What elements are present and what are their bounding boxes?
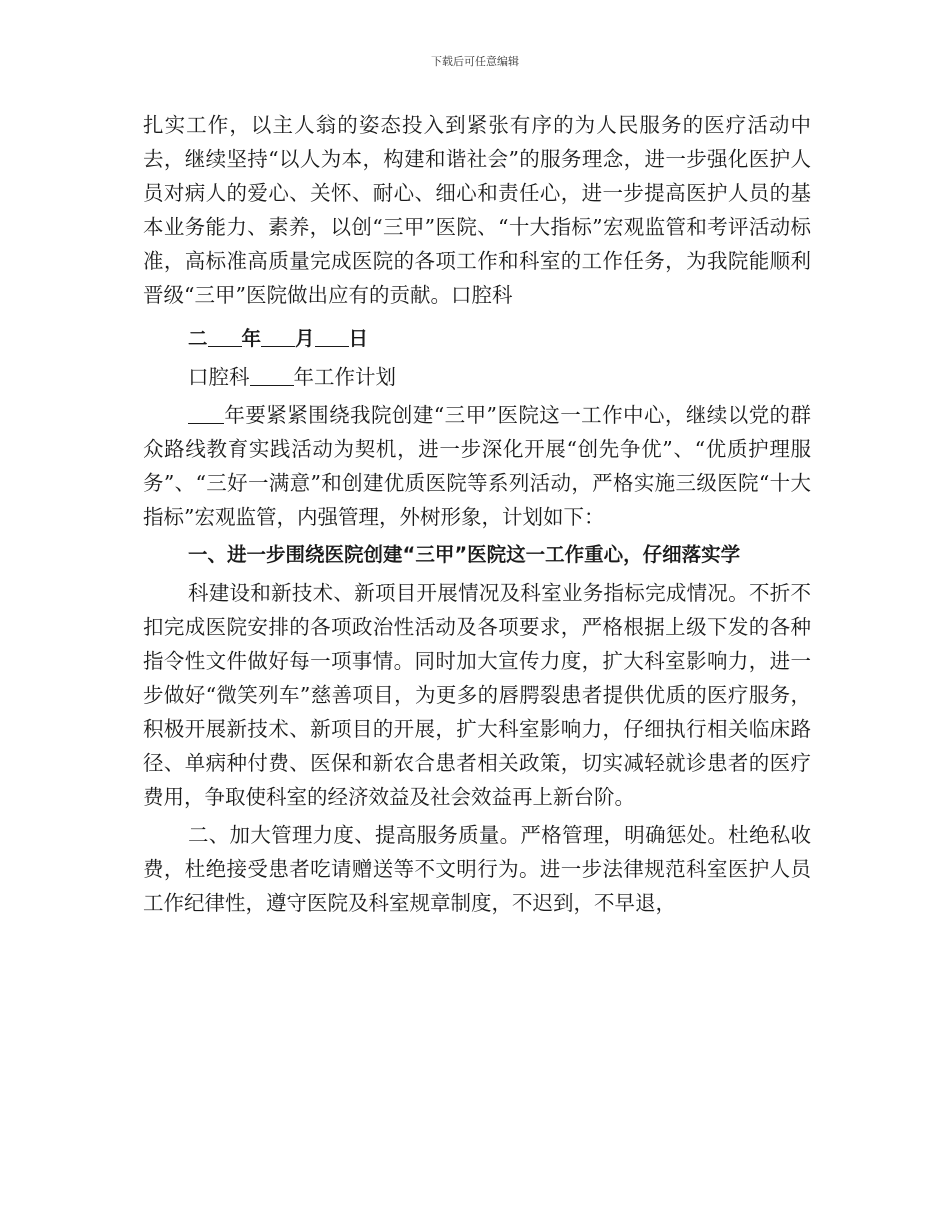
- date-line: [143, 322, 811, 356]
- section1-body: 科建设和新技术、新项目开展情况及科室业务指标完成情况。不折不扣完成医院安排的各项政治性活动及各项要求，严格根据上级下发的各种指令性文件做好每一项事情。同时加大宣传力度，扩大科室影响力，进一步做好“微笑列车”慈善项目，为更多的唇腭裂患者提供优质的医疗服务，积极开展新技术、新项目的开展，扩大科室影响力，仔细执行相关临床路径、单病种付费、医保和新农合患者相关政策，切实减轻就诊患者的医疗费用，争取使科室的经济效益及社会效益再上新台阶。: [143, 581, 811, 809]
- section1-heading: 一、进一步围绕医院创建“三甲”医院这一工作重心，仔细落实学: [188, 543, 741, 566]
- continued-paragraph: 扎实工作，以主人翁的姿态投入到紧张有序的为人民服务的医疗活动中去，继续坚持“以人为本，构建和谐社会”的服务理念，进一步强化医护人员对病人的爱心、关怀、耐心、细心和责任心，进一步提高医护人员的基本业务能力、素养，以创“三甲”医院、“十大指标”宏观监管和考评活动标准，高标准高质量完成医院的各项工作和科室的工作任务，为我院能顺利晋级“三甲”医院做出应有的贡献。口腔科: [143, 113, 811, 307]
- intro-paragraph: [143, 398, 811, 534]
- intro-year-blank: [188, 403, 224, 424]
- date-month: 月: [295, 327, 315, 350]
- page-header-note: 下载后可任意编辑: [431, 55, 519, 68]
- document-body: [143, 108, 811, 920]
- date-year: 年: [241, 327, 262, 350]
- section2-paragraph: 二、加大管理力度、提高服务质量。严格管理，明确惩处。杜绝私收费，杜绝接受患者吃请赠送等不文明行为。进一步法律规范科室医护人员工作纪律性，遵守医院及科室规章制度，不迟到，不早退，: [143, 823, 811, 915]
- plan-title-prefix: 口腔科: [188, 365, 250, 389]
- year-blank: [208, 326, 242, 347]
- month-blank: [261, 326, 295, 347]
- plan-title-suffix: 年工作计划: [293, 365, 396, 389]
- date-day: 日: [348, 327, 369, 350]
- plan-title: [143, 360, 811, 394]
- day-blank: [315, 326, 349, 347]
- date-prefix: 二: [188, 327, 208, 350]
- plan-year-blank: [250, 365, 294, 386]
- intro-text: 年要紧紧围绕我院创建“三甲”医院这一工作中心，继续以党的群众路线教育实践活动为契机，进一步深化开展“创先争优”、“优质护理服务”、“三好一满意”和创建优质医院等系列活动，严格实施三级医院“十大指标”宏观监管，内强管理，外树形象，计划如下：: [143, 403, 811, 529]
